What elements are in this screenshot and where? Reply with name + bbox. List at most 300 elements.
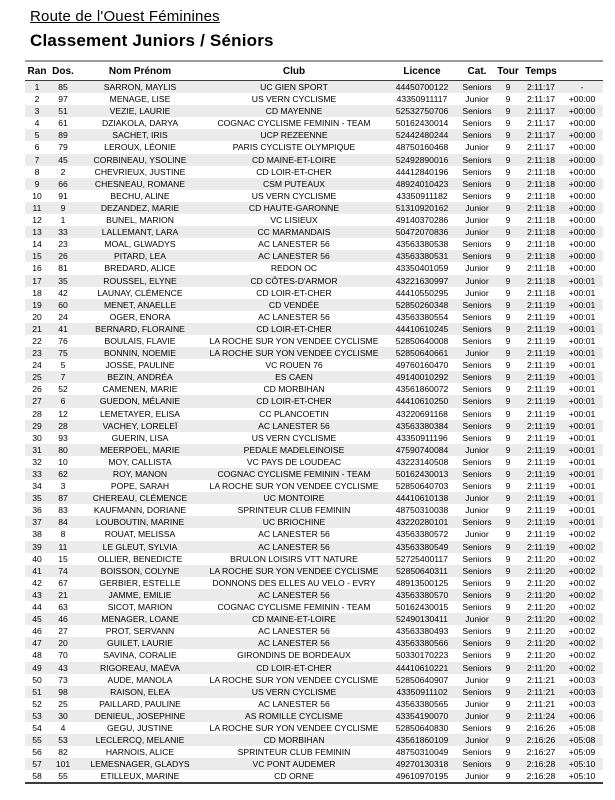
tour-cell: 9 <box>505 154 511 165</box>
name-cell: CAMENEN, MARIE <box>102 384 178 395</box>
temps-cell: 2:11:20 <box>526 626 556 637</box>
name-cell: ROUAT, MELISSA <box>104 529 176 540</box>
name-cell: BEZIN, ANDRÉA <box>107 372 173 383</box>
temps-cell: 2:11:18 <box>526 227 556 238</box>
gap-cell: +00:01 <box>568 275 596 286</box>
gap-cell: +00:02 <box>568 662 596 673</box>
cat-cell: Junior <box>465 614 489 625</box>
rank-cell: 25 <box>32 372 42 383</box>
tour-cell: 9 <box>505 735 511 746</box>
rank-cell: 16 <box>32 263 42 274</box>
cat-cell: Junior <box>465 142 489 153</box>
name-cell: MENAGER, LOANE <box>101 614 179 625</box>
gap-cell: +00:03 <box>568 674 596 685</box>
temps-cell: 2:11:19 <box>526 541 556 552</box>
licence-cell: 43350911117 <box>396 94 448 105</box>
cat-cell: Junior <box>465 215 489 226</box>
tour-cell: 9 <box>505 650 511 661</box>
rank-cell: 37 <box>32 517 42 528</box>
temps-cell: 2:11:19 <box>526 348 556 359</box>
table-row <box>25 141 603 153</box>
club-cell: AC LANESTER 56 <box>258 541 330 552</box>
rank-cell: 22 <box>32 335 42 346</box>
club-cell: CD MAYENNE <box>265 106 323 117</box>
tour-cell: 9 <box>505 577 511 588</box>
cat-cell: Junior <box>465 710 489 721</box>
dossard-cell: 53 <box>58 735 68 746</box>
tour-cell: 9 <box>505 698 511 709</box>
licence-cell: 43561860072 <box>395 384 449 395</box>
temps-cell: 2:11:21 <box>526 698 556 709</box>
table-row <box>25 226 603 238</box>
header-club: Club <box>282 66 306 77</box>
gap-cell: +00:06 <box>568 710 596 721</box>
dossard-cell: 91 <box>58 190 68 201</box>
rank-cell: 8 <box>34 166 40 177</box>
tour-cell: 9 <box>505 190 511 201</box>
cat-cell: Seniors <box>462 82 492 92</box>
temps-cell: 2:16:28 <box>526 771 556 782</box>
dossard-cell: 7 <box>60 372 66 383</box>
rank-cell: 15 <box>32 251 42 262</box>
name-cell: SAVINA, CORALIE <box>103 650 177 661</box>
temps-cell: 2:11:19 <box>526 517 556 528</box>
cat-cell: Junior <box>465 771 489 782</box>
temps-cell: 2:11:19 <box>526 311 556 322</box>
licence-cell: 43221630997 <box>395 275 449 286</box>
temps-cell: 2:11:19 <box>526 408 556 419</box>
club-cell: AC LANESTER 56 <box>258 251 330 262</box>
club-cell: AS ROMILLE CYCLISME <box>245 710 343 721</box>
gap-cell: +00:00 <box>568 190 596 201</box>
dossard-cell: 4 <box>60 722 66 733</box>
licence-cell: 48750310049 <box>395 747 449 758</box>
dossard-cell: 33 <box>58 227 68 238</box>
cat-cell: Junior <box>465 674 489 685</box>
tour-cell: 9 <box>505 759 511 770</box>
dossard-cell: 12 <box>58 408 68 419</box>
rank-cell: 58 <box>32 771 42 782</box>
rank-cell: 39 <box>32 541 42 552</box>
licence-cell: 52490130411 <box>396 614 448 625</box>
table-row <box>25 166 603 178</box>
licence-cell: 43563380570 <box>395 589 449 600</box>
cat-cell: Seniors <box>462 747 492 758</box>
tour-cell: 9 <box>505 178 511 189</box>
gap-cell: +00:01 <box>568 505 596 516</box>
licence-cell: 52850640008 <box>395 335 449 346</box>
licence-cell: 43220691168 <box>396 408 448 419</box>
cat-cell: Junior <box>465 735 489 746</box>
table-row <box>25 480 603 492</box>
club-cell: AC LANESTER 56 <box>258 420 330 431</box>
header-cat: Cat. <box>467 66 487 77</box>
dossard-cell: 15 <box>58 553 68 564</box>
licence-cell: 48913500125 <box>395 577 449 588</box>
licence-cell: 43350401059 <box>395 263 449 274</box>
rank-cell: 3 <box>34 106 40 117</box>
table-row <box>25 734 603 746</box>
temps-cell: 2:11:19 <box>526 372 556 383</box>
dossard-cell: 93 <box>58 432 68 443</box>
cat-cell: Seniors <box>462 626 492 637</box>
licence-cell: 52850640830 <box>395 722 449 733</box>
name-cell: LEMETAYER, ELISA <box>100 408 180 419</box>
club-cell: CC MARMANDAIS <box>257 227 331 238</box>
gap-cell: +00:02 <box>568 650 596 661</box>
gap-cell: +00:00 <box>568 118 596 129</box>
cat-cell: Seniors <box>462 686 492 697</box>
tour-cell: 9 <box>505 372 511 383</box>
gap-cell: +00:00 <box>568 227 596 238</box>
rank-cell: 50 <box>32 674 42 685</box>
temps-cell: 2:11:19 <box>526 444 556 455</box>
rank-cell: 57 <box>32 759 42 770</box>
temps-cell: 2:11:19 <box>526 529 556 540</box>
temps-cell: 2:11:20 <box>526 553 556 564</box>
rank-cell: 38 <box>32 529 42 540</box>
name-cell: ROUSSEL, ELYNE <box>103 275 177 286</box>
rank-cell: 44 <box>32 602 42 613</box>
gap-cell: +00:00 <box>568 263 596 274</box>
table-row <box>25 589 603 601</box>
table-row <box>25 758 603 770</box>
dossard-cell: 97 <box>58 94 68 105</box>
rank-cell: 27 <box>32 396 42 407</box>
rank-cell: 41 <box>32 565 42 576</box>
licence-cell: 52532750706 <box>395 106 449 117</box>
licence-cell: 49760160470 <box>395 360 449 371</box>
table-row <box>25 202 603 214</box>
temps-cell: 2:16:26 <box>526 722 556 733</box>
tour-cell: 9 <box>505 710 511 721</box>
tour-cell: 9 <box>505 469 511 479</box>
rank-cell: 32 <box>32 456 42 467</box>
tour-cell: 9 <box>505 82 511 92</box>
dossard-cell: 83 <box>58 505 68 516</box>
licence-cell: 49140370286 <box>395 215 449 226</box>
table-row <box>25 347 603 359</box>
club-cell: COGNAC CYCLISME FEMININ - TEAM <box>217 118 371 129</box>
cat-cell: Seniors <box>462 577 492 588</box>
dossard-cell: 80 <box>58 444 68 455</box>
club-cell: US VERN CYCLISME <box>251 686 337 697</box>
table-row <box>25 649 603 661</box>
gap-cell: +00:03 <box>568 686 596 697</box>
name-cell: LEMESNAGER, GLADYS <box>90 759 190 770</box>
temps-cell: 2:11:19 <box>526 323 556 334</box>
table-row <box>25 492 603 504</box>
tour-cell: 9 <box>505 408 511 419</box>
rank-cell: 46 <box>32 626 42 637</box>
cat-cell: Seniors <box>462 481 492 492</box>
licence-cell: 43563380531 <box>395 251 449 262</box>
dossard-cell: 51 <box>58 106 68 117</box>
rank-cell: 40 <box>32 553 42 564</box>
rank-cell: 24 <box>32 360 42 371</box>
header-temps: Temps <box>525 66 557 77</box>
gap-cell: +00:02 <box>568 589 596 600</box>
gap-cell: +00:00 <box>568 215 596 226</box>
club-cell: LA ROCHE SUR YON VENDEE CYCLISME <box>209 674 379 685</box>
licence-cell: 52850640661 <box>395 348 449 359</box>
header-licence: Licence <box>403 66 441 77</box>
gap-cell: +00:02 <box>568 614 596 625</box>
dossard-cell: 28 <box>58 420 68 431</box>
licence-cell: 44410610245 <box>395 323 449 334</box>
table-row <box>25 262 603 274</box>
licence-cell: 51310920162 <box>395 202 449 213</box>
dossard-cell: 23 <box>58 239 68 250</box>
header-dossard: Dos. <box>52 66 74 77</box>
temps-cell: 2:11:19 <box>526 384 556 395</box>
tour-cell: 9 <box>505 432 511 443</box>
table-row <box>25 395 603 407</box>
dossard-cell: 43 <box>58 662 68 673</box>
licence-cell: 52725400117 <box>396 553 448 564</box>
gap-cell: +00:02 <box>568 577 596 588</box>
gap-cell: +00:00 <box>568 166 596 177</box>
rank-cell: 28 <box>32 408 42 419</box>
club-cell: AC LANESTER 56 <box>258 698 330 709</box>
tour-cell: 9 <box>505 722 511 733</box>
tour-cell: 9 <box>505 396 511 407</box>
club-cell: VC LISIEUX <box>270 215 318 226</box>
rank-cell: 7 <box>34 154 40 165</box>
cat-cell: Seniors <box>462 323 492 334</box>
gap-cell: +00:01 <box>568 408 596 419</box>
cat-cell: Seniors <box>462 469 492 479</box>
temps-cell: 2:11:19 <box>526 493 556 504</box>
licence-cell: 43563380493 <box>395 626 449 637</box>
gap-cell: +00:01 <box>568 481 596 492</box>
table-row <box>25 335 603 347</box>
licence-cell: 52442480244 <box>395 130 449 141</box>
club-cell: CSM PUTEAUX <box>262 178 326 189</box>
rank-cell: 29 <box>32 420 42 431</box>
rank-cell: 9 <box>34 178 40 189</box>
cat-cell: Junior <box>465 263 489 274</box>
name-cell: DEZANDEZ, MARIE <box>100 202 180 213</box>
table-row <box>25 516 603 528</box>
dossard-cell: 67 <box>58 577 68 588</box>
name-cell: SARRON, MAYLIS <box>103 82 177 92</box>
tour-cell: 9 <box>505 227 511 238</box>
name-cell: VACHEY, LORELEÏ <box>102 420 178 431</box>
tour-cell: 9 <box>505 323 511 334</box>
licence-cell: 43354190070 <box>395 710 449 721</box>
temps-cell: 2:11:21 <box>526 686 556 697</box>
name-cell: MOY, CALLISTA <box>108 456 172 467</box>
rank-cell: 36 <box>32 505 42 516</box>
licence-cell: 48750310038 <box>395 505 449 516</box>
temps-cell: 2:11:19 <box>526 299 556 310</box>
dossard-cell: 84 <box>58 517 68 528</box>
table-row <box>25 746 603 758</box>
tour-cell: 9 <box>505 771 511 782</box>
club-cell: US VERN CYCLISME <box>251 432 337 443</box>
table-row <box>25 444 603 456</box>
table-row <box>25 637 603 649</box>
club-cell: CD CÔTES-D'ARMOR <box>250 275 338 286</box>
gap-cell: +00:02 <box>568 626 596 637</box>
name-cell: BREDARD, ALICE <box>104 263 176 274</box>
gap-cell: +05:10 <box>568 771 596 782</box>
dossard-cell: 73 <box>58 674 68 685</box>
club-cell: LA ROCHE SUR YON VENDEE CYCLISME <box>209 722 379 733</box>
rank-cell: 23 <box>32 348 42 359</box>
tour-cell: 9 <box>505 202 511 213</box>
dossard-cell: 41 <box>58 323 68 334</box>
name-cell: MENET, ANAELLE <box>103 299 177 310</box>
gap-cell: +00:01 <box>568 311 596 322</box>
club-cell: AC LANESTER 56 <box>258 239 330 250</box>
cat-cell: Seniors <box>462 335 492 346</box>
classement-title: Classement Juniors / Séniors <box>30 31 274 50</box>
gap-cell: +00:00 <box>568 94 596 105</box>
rank-cell: 49 <box>32 662 42 673</box>
temps-cell: 2:11:18 <box>526 154 556 165</box>
temps-cell: 2:11:21 <box>526 674 556 685</box>
tour-cell: 9 <box>505 263 511 274</box>
gap-cell: +05:08 <box>568 722 596 733</box>
name-cell: LOUBOUTIN, MARINE <box>95 517 185 528</box>
licence-cell: 43220280101 <box>395 517 449 528</box>
dossard-cell: 81 <box>58 263 68 274</box>
name-cell: PAILLARD, PAULINE <box>99 698 181 709</box>
tour-cell: 9 <box>505 106 511 117</box>
licence-cell: 43563380565 <box>395 698 449 709</box>
tour-cell: 9 <box>505 589 511 600</box>
club-cell: SPRINTEUR CLUB FEMININ <box>237 505 351 516</box>
table-row <box>25 722 603 734</box>
cat-cell: Junior <box>465 505 489 516</box>
rank-cell: 1 <box>34 82 40 92</box>
gap-cell: +00:00 <box>568 178 596 189</box>
table-row <box>25 250 603 262</box>
name-cell: DENIEUL, JOSEPHINE <box>94 710 186 721</box>
club-cell: ES CAEN <box>275 372 313 383</box>
results-table <box>25 60 603 784</box>
dossard-cell: 61 <box>58 118 68 129</box>
rank-cell: 51 <box>32 686 42 697</box>
dossard-cell: 8 <box>60 529 66 540</box>
temps-cell: 2:11:18 <box>526 190 556 201</box>
club-cell: UC MONTOIRE <box>263 493 325 504</box>
temps-cell: 2:11:19 <box>526 396 556 407</box>
name-cell: HARNOIS, ALICE <box>105 747 175 758</box>
club-cell: CD LOIR-ET-CHER <box>256 662 332 673</box>
cat-cell: Seniors <box>462 565 492 576</box>
club-cell: CD MAINE-ET-LOIRE <box>251 614 337 625</box>
dossard-cell: 35 <box>58 275 68 286</box>
club-cell: CD HAUTE-GARONNE <box>248 202 340 213</box>
dossard-cell: 98 <box>58 686 68 697</box>
temps-cell: 2:11:17 <box>526 142 556 153</box>
licence-cell: 49610970195 <box>395 771 449 782</box>
rank-cell: 4 <box>34 118 40 129</box>
tour-cell: 9 <box>505 94 511 105</box>
gap-cell: +00:01 <box>568 348 596 359</box>
temps-cell: 2:16:28 <box>526 759 556 770</box>
tour-cell: 9 <box>505 384 511 395</box>
club-cell: DONNONS DES ELLES AU VELO - EVRY <box>212 577 376 588</box>
table-row <box>25 299 603 311</box>
rank-cell: 14 <box>32 239 42 250</box>
licence-cell: 43563380384 <box>395 420 449 431</box>
name-cell: MEERPOEL, MARIE <box>100 444 180 455</box>
table-row <box>25 613 603 625</box>
club-cell: CD LOIR-ET-CHER <box>256 396 332 407</box>
club-cell: UCP REZEENNE <box>260 130 328 141</box>
dossard-cell: 45 <box>58 154 68 165</box>
temps-cell: 2:11:18 <box>526 287 556 298</box>
tour-cell: 9 <box>505 251 511 262</box>
club-cell: CD LOIR-ET-CHER <box>256 287 332 298</box>
licence-cell: 52850640703 <box>395 481 449 492</box>
cat-cell: Seniors <box>462 311 492 322</box>
cat-cell: Seniors <box>462 372 492 383</box>
gap-cell: +00:01 <box>568 469 596 479</box>
club-cell: SPRINTEUR CLUB FEMININ <box>237 747 351 758</box>
licence-cell: 43561860109 <box>395 735 449 746</box>
table-row <box>25 214 603 226</box>
tour-cell: 9 <box>505 348 511 359</box>
rank-cell: 54 <box>32 722 42 733</box>
table-row <box>25 625 603 637</box>
dossard-cell: 87 <box>58 493 68 504</box>
licence-cell: 43563380549 <box>395 541 449 552</box>
dossard-cell: 9 <box>60 202 66 213</box>
gap-cell: +05:08 <box>568 735 596 746</box>
gap-cell: +00:00 <box>568 142 596 153</box>
dossard-cell: 21 <box>58 589 68 600</box>
table-row <box>25 408 603 420</box>
cat-cell: Seniors <box>462 759 492 770</box>
table-row <box>25 528 603 540</box>
name-cell: CHEREAU, CLÉMENCE <box>92 493 188 504</box>
cat-cell: Seniors <box>462 638 492 649</box>
name-cell: GUILET, LAURIE <box>107 638 173 649</box>
cat-cell: Seniors <box>462 553 492 564</box>
licence-cell: 43350911102 <box>396 686 448 697</box>
licence-cell: 50330170223 <box>395 650 449 661</box>
dossard-cell: 70 <box>58 650 68 661</box>
dossard-cell: 26 <box>58 251 68 262</box>
temps-cell: 2:11:18 <box>526 202 556 213</box>
club-cell: AC LANESTER 56 <box>258 589 330 600</box>
cat-cell: Seniors <box>462 166 492 177</box>
dossard-cell: 66 <box>58 178 68 189</box>
table-row <box>25 456 603 468</box>
club-cell: VC ROUEN 76 <box>265 360 323 371</box>
licence-cell: 50472070836 <box>395 227 449 238</box>
club-cell: VC PAYS DE LOUDEAC <box>246 456 342 467</box>
name-cell: PROT, SERVANN <box>105 626 175 637</box>
club-cell: UC GIEN SPORT <box>260 82 328 92</box>
rank-cell: 45 <box>32 614 42 625</box>
gap-cell: +00:00 <box>568 130 596 141</box>
club-cell: CD MAINE-ET-LOIRE <box>251 154 337 165</box>
tour-cell: 9 <box>505 287 511 298</box>
name-cell: MOAL, GLWADYS <box>104 239 176 250</box>
dossard-cell: 3 <box>60 481 66 492</box>
tour-cell: 9 <box>505 142 511 153</box>
table-row <box>25 178 603 190</box>
table-row <box>25 238 603 250</box>
table-row <box>25 129 603 141</box>
name-cell: BOISSON, COLYNE <box>100 565 180 576</box>
